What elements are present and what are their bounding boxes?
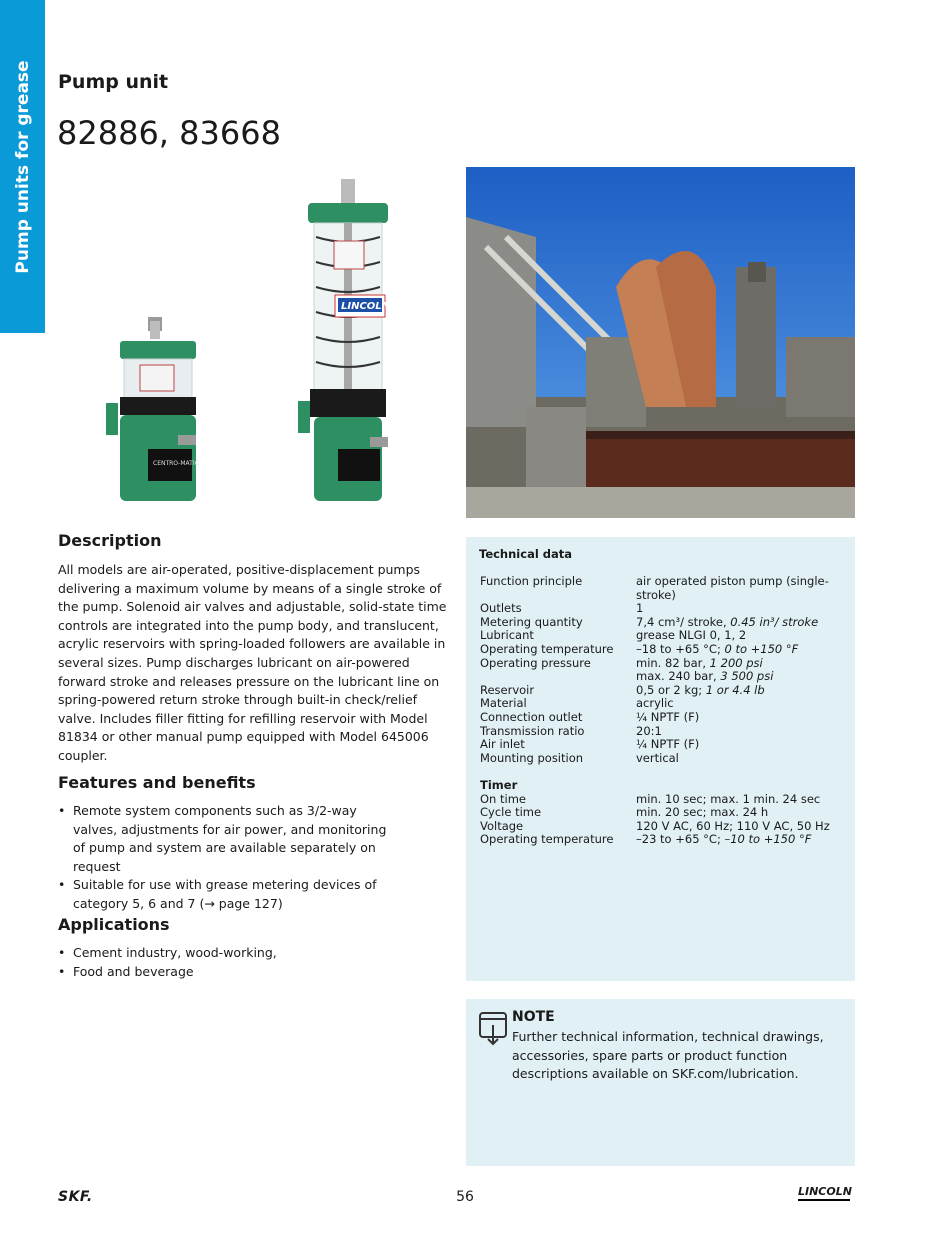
features-heading: Features and benefits [58, 773, 256, 792]
technical-data-rows [480, 575, 850, 847]
side-tab-label: Pump units for grease [12, 59, 33, 274]
list-item: • Cement industry, wood-working, [58, 944, 398, 963]
section-label: Pump unit [58, 71, 169, 93]
list-item: • Suitable for use with grease metering devices of category 5, 6 and 7 (→ page 127) [58, 876, 398, 913]
tech-row: Connection outlet ¼ NPTF (F) [480, 709, 700, 724]
small-pump [106, 317, 199, 501]
technical-data-panel [466, 537, 855, 981]
note-box [466, 999, 855, 1166]
tech-row: Mounting position vertical [480, 750, 679, 765]
timer-row: Voltage 120 V AC, 60 Hz; 110 V AC, 50 Hz [480, 818, 830, 833]
page-number: 56 [456, 1189, 474, 1205]
tech-row: Transmission ratio 20:1 [480, 723, 662, 738]
tech-row: Lubricant grease NLGI 0, 1, 2 [480, 628, 747, 643]
skf-logo: SKF. [58, 1189, 93, 1205]
description-heading: Description [58, 531, 162, 550]
product-image [58, 167, 448, 519]
small-pump-label: CENTRO-MATIC [153, 460, 199, 467]
timer-heading: Timer [480, 777, 518, 792]
tech-row: Outlets 1 [480, 601, 644, 616]
tech-row: Function principle air operated piston pump (single-stroke) [480, 574, 829, 602]
tech-row: Reservoir 0,5 or 2 kg; 1 or 4.4 lb [480, 682, 765, 697]
tech-row: Operating pressure min. 82 bar, 1 200 psi [480, 655, 763, 670]
tech-row: Metering quantity 7,4 cm³/ stroke, 0.45 in³/ stroke [480, 614, 819, 629]
tech-row: Air inlet ¼ NPTF (F) [480, 737, 700, 752]
note-title: NOTE [512, 1009, 555, 1025]
lincoln-logo-underline [798, 1199, 850, 1201]
tech-row: Material acrylic [480, 696, 674, 711]
timer-row: On time min. 10 sec; max. 1 min. 24 sec [480, 791, 821, 806]
features-list [58, 802, 398, 914]
industrial-photo [466, 167, 855, 518]
note-book-icon [478, 1011, 508, 1047]
technical-data-heading: Technical data [479, 547, 573, 561]
tech-row: Operating temperature –18 to +65 °C; 0 to +150 °F [480, 641, 799, 656]
timer-row: Cycle time min. 20 sec; max. 24 h [480, 805, 769, 820]
timer-row: Operating temperature –23 to +65 °C; –10 to +150 °F [480, 832, 812, 847]
note-text: Further technical information, technical drawings, accessories, spare parts or product function descriptions available on SKF.com/lubrication. [512, 1029, 824, 1082]
lincoln-logo [798, 1185, 852, 1201]
applications-heading: Applications [58, 915, 170, 934]
page-title: 82886, 83668 [57, 114, 281, 152]
lincoln-logo-text: LINCOLN [798, 1185, 852, 1198]
list-item: • Food and beverage [58, 963, 398, 982]
applications-list [58, 944, 398, 981]
description-text: All models are air-operated, positive-displacement pumps delivering a maximum volume by means of a single stroke of the pump. Solenoid air valves and adjustable, solid-state time controls are integrated into the pump body, and translucent, acrylic reservoirs with spring-loaded followers are available in several sizes. Pump discharges lubricant on air-powered forward stroke and releases pressure on the lubricant line on spring-powered return stroke through built-in check/relief valve. Includes filler fitting for refilling reservoir with Model 81834 or other manual pump equipped with Model 645006 coupler. [58, 562, 447, 763]
product-logo-text: LINCOLN [341, 301, 391, 312]
side-tab [0, 0, 45, 333]
large-pump [298, 179, 391, 501]
tech-row: max. 240 bar, 3 500 psi [636, 669, 774, 684]
list-item: • Remote system components such as 3/2-way valves, adjustments for air power, and monitoring of pump and system are available separately on request [58, 802, 398, 876]
